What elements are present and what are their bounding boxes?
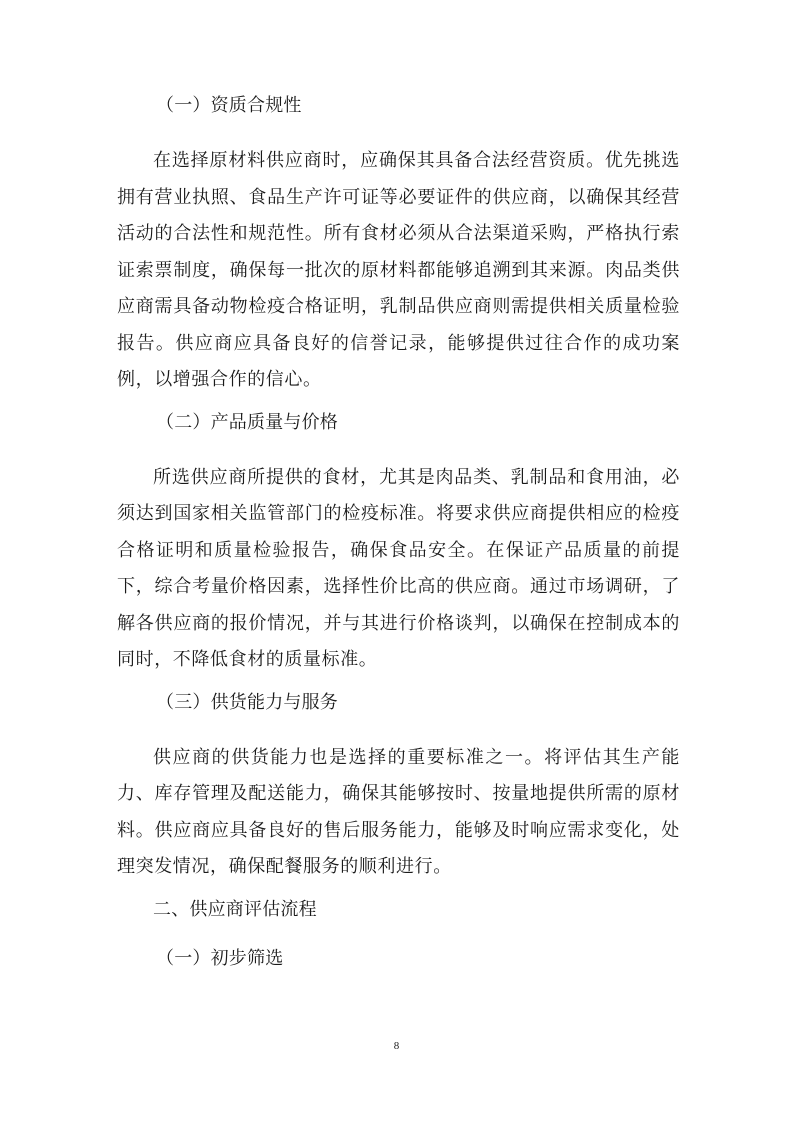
page-body xyxy=(117,94,680,971)
main-heading-evaluation-process: 二、供应商评估流程 xyxy=(153,898,317,920)
section-paragraph-supply-service: 供应商的供货能力也是选择的重要标准之一。将评估其生产能力、库存管理及配送能力，确保其能够按时、按量地提供所需的原材料。供应商应具备良好的售后服务能力，能够及时响应需求变化，处理突发情况，确保配餐服务的顺利进行。 xyxy=(117,746,680,877)
section-heading-supply-service: （三）供货能力与服务 xyxy=(156,691,338,713)
section-heading-quality-price: （二）产品质量与价格 xyxy=(156,411,338,433)
section-paragraph-qualification: 在选择原材料供应商时，应确保其具备合法经营资质。优先挑选拥有营业执照、食品生产许可证等必要证件的供应商，以确保其经营活动的合法性和规范性。所有食材必须从合法渠道采购，严格执行索证索票制度，确保每一批次的原材料都能够追溯到其来源。肉品类供应商需具备动物检疫合格证明，乳制品供应商则需提供相关质量检验报告。供应商应具备良好的信誉记录，能够提供过往合作的成功案例，以增强合作的信心。 xyxy=(117,150,680,390)
sub-heading-initial-screening: （一）初步筛选 xyxy=(156,947,284,969)
section-paragraph-quality-price: 所选供应商所提供的食材，尤其是肉品类、乳制品和食用油，必须达到国家相关监管部门的检疫标准。将要求供应商提供相应的检疫合格证明和质量检验报告，确保食品安全。在保证产品质量的前提下，综合考量价格因素，选择性价比高的供应商。通过市场调研，了解各供应商的报价情况，并与其进行价格谈判，以确保在控制成本的同时，不降低食材的质量标准。 xyxy=(117,466,680,670)
section-heading-qualification: （一）资质合规性 xyxy=(156,95,302,116)
page-number: 8 xyxy=(393,1040,400,1052)
